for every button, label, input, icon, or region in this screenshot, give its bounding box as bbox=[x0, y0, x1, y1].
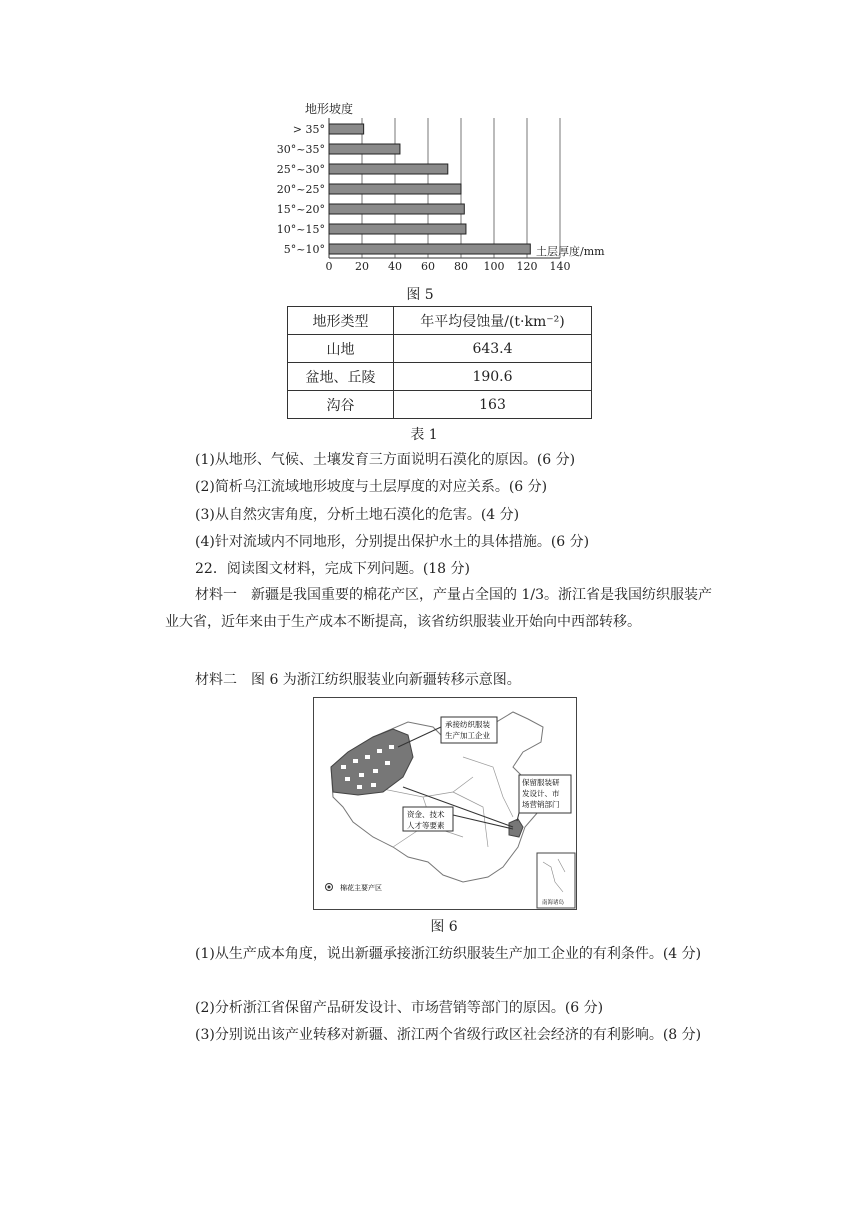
chart-bar bbox=[329, 204, 464, 214]
q22-part3: (3)分别说出该产业转移对新疆、浙江两个省级行政区社会经济的有利影响。(8 分) bbox=[195, 1027, 702, 1043]
chart-x-tick: 80 bbox=[454, 260, 468, 273]
q22-material2: 材料二 图 6 为浙江纺织服装业向新疆转移示意图。 bbox=[195, 672, 521, 688]
table1-caption: 表 1 bbox=[410, 427, 438, 443]
table1 bbox=[287, 306, 592, 419]
chart-bar bbox=[329, 164, 448, 174]
chart-bar bbox=[329, 224, 466, 234]
inset-label: 南海诸岛 bbox=[542, 900, 565, 906]
q22-part2: (2)分析浙江省保留产品研发设计、市场营销等部门的原因。(6 分) bbox=[195, 1000, 604, 1016]
q21-part1: (1)从地形、气候、土壤发育三方面说明石漠化的原因。(6 分) bbox=[195, 452, 576, 468]
figure5-caption: 图 5 bbox=[406, 287, 434, 303]
callout-text: 生产加工企业 bbox=[445, 731, 490, 740]
table-header-cell: 地形类型 bbox=[288, 307, 394, 335]
legend-label: 棉花主要产区 bbox=[340, 884, 382, 892]
chart-bar bbox=[329, 144, 400, 154]
table-cell: 沟谷 bbox=[288, 391, 394, 419]
chart-category-label: 5°~10° bbox=[283, 243, 325, 256]
chart-x-tick-labels bbox=[326, 260, 571, 273]
factors-callout bbox=[403, 807, 453, 831]
callout-text: 场营销部门 bbox=[522, 800, 560, 809]
callout-text: 承接纺织服装 bbox=[445, 720, 490, 729]
callout-text: 发设计、市 bbox=[522, 789, 560, 798]
q21-part2: (2)简析乌江流域地形坡度与土层厚度的对应关系。(6 分) bbox=[195, 479, 548, 495]
zhejiang-callout bbox=[519, 775, 571, 813]
table-cell: 盆地、丘陵 bbox=[288, 363, 394, 391]
chart-category-label: 30°~35° bbox=[276, 143, 325, 156]
table-header-cell: 年平均侵蚀量/(t·km⁻²) bbox=[394, 307, 592, 335]
table-row bbox=[288, 335, 592, 363]
table-row bbox=[288, 363, 592, 391]
chart-x-tick: 0 bbox=[325, 260, 333, 273]
chart-x-tick: 60 bbox=[421, 260, 435, 273]
q22-material1: 材料一 新疆是我国重要的棉花产区，产量占全国的 1/3。浙江省是我国纺织服装产业大省，近年来由于生产成本不断提高，该省纺织服装业开始向中西部转移。 bbox=[165, 587, 712, 630]
chart-bar bbox=[329, 244, 530, 254]
chart-x-tick: 40 bbox=[388, 260, 402, 273]
south-sea-inset bbox=[537, 853, 575, 908]
callout-text: 资金、技术 bbox=[407, 810, 445, 819]
table-cell: 山地 bbox=[288, 335, 394, 363]
table-header-row bbox=[288, 307, 592, 335]
figure5-bar-chart bbox=[270, 95, 630, 280]
table-cell: 163 bbox=[394, 391, 592, 419]
chart-category-label: 25°~30° bbox=[276, 163, 325, 176]
chart-bar bbox=[329, 124, 364, 134]
table-cell: 190.6 bbox=[394, 363, 592, 391]
q22-title: 22．阅读图文材料，完成下列问题。(18 分) bbox=[195, 561, 471, 577]
chart-category-label: > 35° bbox=[292, 123, 325, 136]
figure6-map bbox=[313, 697, 577, 910]
figure6-caption: 图 6 bbox=[430, 919, 458, 935]
chart-x-tick: 100 bbox=[483, 260, 505, 273]
chart-x-tick: 120 bbox=[516, 260, 538, 273]
chart-bar bbox=[329, 184, 461, 194]
chart-y-axis-label: 地形坡度 bbox=[305, 102, 354, 116]
chart-x-axis-label: 土层厚度/mm bbox=[536, 245, 605, 258]
table-cell: 643.4 bbox=[394, 335, 592, 363]
chart-x-tick: 140 bbox=[549, 260, 571, 273]
chart-category-label: 10°~15° bbox=[276, 223, 325, 236]
chart-bars bbox=[329, 124, 530, 254]
chart-category-label: 15°~20° bbox=[276, 203, 325, 216]
q22-part1: (1)从生产成本角度，说出新疆承接浙江纺织服装生产加工企业的有利条件。(4 分) bbox=[195, 946, 702, 962]
chart-x-tick: 20 bbox=[355, 260, 369, 273]
table-row bbox=[288, 391, 592, 419]
callout-text: 人才等要素 bbox=[407, 821, 445, 830]
xinjiang-callout bbox=[441, 717, 497, 743]
chart-category-label: 20°~25° bbox=[276, 183, 325, 196]
q21-part3: (3)从自然灾害角度，分析土地石漠化的危害。(4 分) bbox=[195, 507, 520, 523]
callout-text: 保留服装研 bbox=[522, 778, 560, 787]
chart-category-labels bbox=[277, 123, 325, 256]
q21-part4: (4)针对流域内不同地形，分别提出保护水土的具体措施。(6 分) bbox=[195, 534, 590, 550]
